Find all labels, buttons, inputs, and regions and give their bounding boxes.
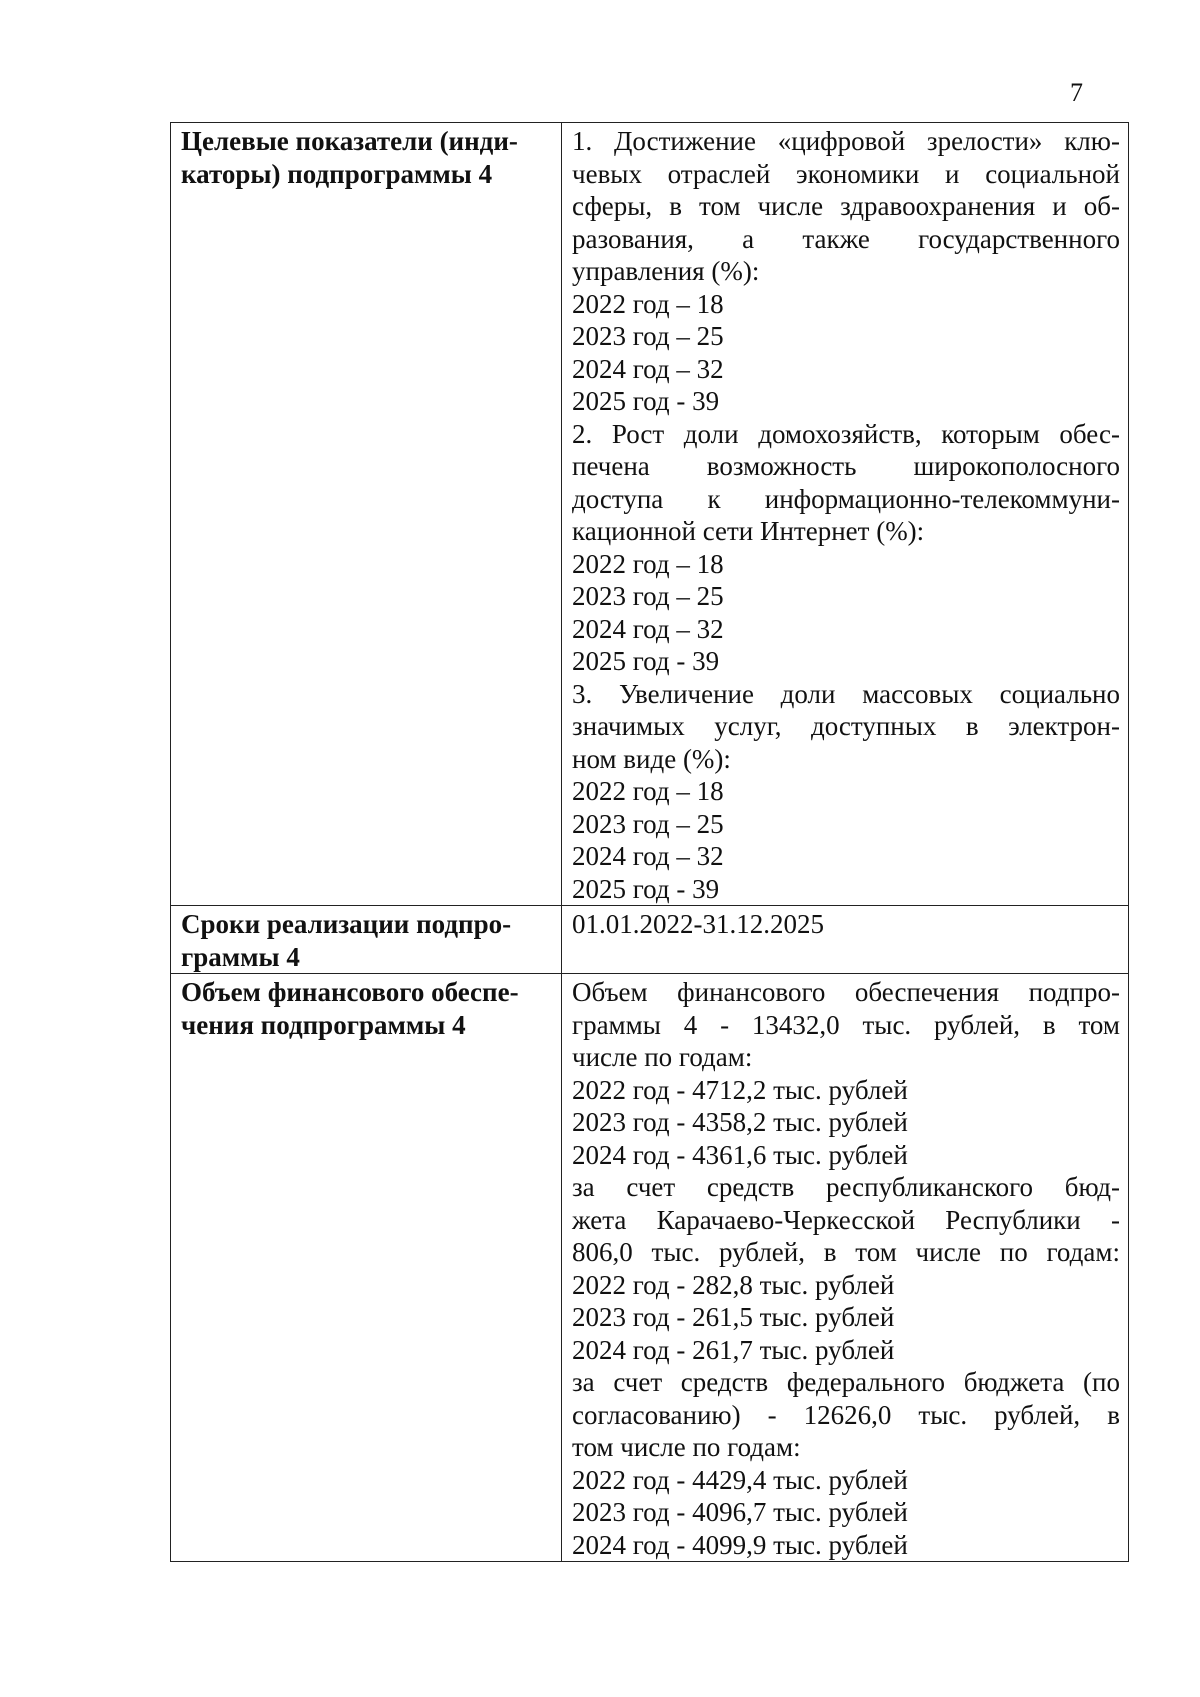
row-value-line: 2024 год – 32: [572, 613, 724, 644]
row-value-line: ном виде (%):: [572, 743, 731, 774]
row-value-line: за счет средств федерального бюджета (по: [572, 1367, 1120, 1397]
row-value-line: сферы, в том числе здравоохранения и об-: [572, 191, 1120, 221]
row-value-line: за счет средств республиканского бюд-: [572, 1172, 1120, 1202]
row-value-line: доступа к информационно-телекоммуни-: [572, 483, 1120, 514]
row-value-line: 806,0 тыс. рублей, в том числе по годам:: [572, 1237, 1120, 1267]
page-number: 7: [1070, 78, 1083, 107]
row-value-line: 2023 год - 4358,2 тыс. рублей: [572, 1107, 908, 1137]
row-value-line: 2024 год - 4099,9 тыс. рублей: [572, 1529, 908, 1560]
row-value-line: 2022 год - 282,8 тыс. рублей: [572, 1269, 895, 1300]
row-value-line: Объем финансового обеспечения подпро-: [572, 977, 1120, 1007]
row-label-line: Сроки реализации подпро-: [181, 909, 512, 939]
row-value-line: 2025 год - 39: [572, 386, 720, 416]
row-value-line: 2022 год – 18: [572, 776, 724, 806]
row-label-cell: [171, 123, 562, 906]
row-value-line: том числе по годам:: [572, 1432, 801, 1462]
table-body: [171, 123, 1129, 1562]
row-value-line: кационной сети Интернет (%):: [572, 516, 925, 546]
row-label-cell: [171, 906, 562, 974]
row-value-line: граммы 4 - 13432,0 тыс. рублей, в том: [572, 1009, 1120, 1040]
row-value-line: 2024 год - 4361,6 тыс. рублей: [572, 1139, 908, 1170]
row-value-line: разования, а также государственного: [572, 223, 1120, 254]
row-label-line: каторы) подпрограммы 4: [181, 158, 493, 189]
row-value-line: 2023 год – 25: [572, 808, 724, 839]
row-value-line: 2022 год – 18: [572, 548, 724, 579]
subprogram-passport-table: [170, 122, 1129, 1562]
target-indicators-row: [171, 123, 1129, 906]
row-value-line: чевых отраслей экономики и социальной: [572, 158, 1120, 189]
row-label-line: Объем финансового обеспе-: [181, 977, 519, 1007]
row-value-line: жета Карачаево-Черкесской Республики -: [572, 1204, 1120, 1235]
row-value-line: согласованию) - 12626,0 тыс. рублей, в: [572, 1399, 1120, 1430]
row-value-line: печена возможность широкополосного: [572, 451, 1120, 481]
row-value-line: 2023 год - 261,5 тыс. рублей: [572, 1302, 895, 1332]
row-value-line: 2024 год - 261,7 тыс. рублей: [572, 1334, 895, 1365]
row-value-line: 2023 год – 25: [572, 581, 724, 611]
row-value-line: 2022 год – 18: [572, 288, 724, 319]
row-value-line: 3. Увеличение доли массовых социально: [572, 678, 1120, 709]
row-value-line: 2023 год - 4096,7 тыс. рублей: [572, 1497, 908, 1527]
row-label-line: Целевые показатели (инди-: [181, 126, 518, 156]
row-value-line: 2024 год – 32: [572, 353, 724, 384]
row-value-line: 1. Достижение «цифровой зрелости» клю-: [572, 126, 1120, 156]
row-value-line: числе по годам:: [572, 1042, 753, 1072]
financing-volume-row: [171, 974, 1129, 1562]
row-value-line: значимых услуг, доступных в электрон-: [572, 711, 1120, 741]
row-value-line: управления (%):: [572, 256, 760, 286]
row-value-line: 2025 год - 39: [572, 646, 720, 676]
row-value-line: 2025 год - 39: [572, 873, 720, 904]
row-value-line: 2022 год - 4429,4 тыс. рублей: [572, 1464, 908, 1495]
implementation-period-row: [171, 906, 1129, 974]
row-value-cell: [562, 974, 1129, 1562]
row-label-line: чения подпрограммы 4: [181, 1009, 466, 1040]
row-value-cell: [562, 123, 1129, 906]
row-value-line: 2024 год – 32: [572, 841, 724, 871]
row-value-line: 01.01.2022-31.12.2025: [572, 909, 824, 939]
row-label-cell: [171, 974, 562, 1562]
row-value-cell: [562, 906, 1129, 974]
row-label-line: граммы 4: [181, 941, 300, 972]
row-value-line: 2022 год - 4712,2 тыс. рублей: [572, 1074, 908, 1105]
row-value-line: 2. Рост доли домохозяйств, которым обес-: [572, 418, 1120, 449]
row-value-line: 2023 год – 25: [572, 321, 724, 351]
